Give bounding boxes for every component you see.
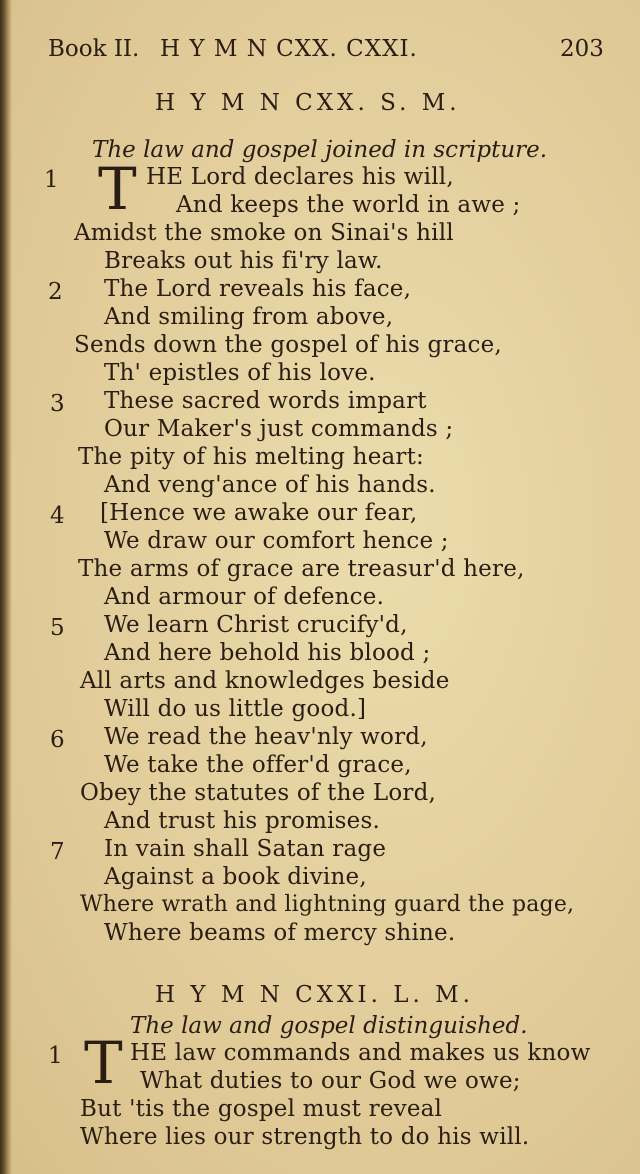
hymn-line: These sacred words impart [104,388,427,414]
hymn-line: The pity of his melting heart: [78,444,425,470]
drop-cap: T [84,1029,123,1097]
hymn-line: And trust his promises. [104,808,381,834]
hymn-line: Obey the statutes of the Lord, [80,780,437,806]
hymn-line: And veng'ance of his hands. [104,472,436,498]
running-head-title: H Y M N CXX. CXXI. [160,36,418,62]
hymn-line: Our Maker's just commands ; [104,416,454,442]
hymn-line: Will do us little good.] [104,696,367,722]
verse-number: 7 [50,839,65,865]
drop-cap: T [98,155,137,223]
hymn-line: HE law commands and makes us know [130,1040,591,1066]
page-number: 203 [560,36,604,62]
hymn-line: What duties to our God we owe; [140,1068,521,1094]
hymn-subtitle: The law and gospel distinguished. [130,1013,528,1039]
hymn-line: Where wrath and lightning guard the page, [80,892,575,917]
hymn-line: And armour of defence. [104,584,385,610]
verse-number: 1 [44,167,59,193]
verse-number: 1 [48,1043,63,1069]
page-gutter-shadow [0,0,12,1174]
hymn-line: But 'tis the gospel must reveal [80,1096,443,1122]
hymn-line: We take the offer'd grace, [104,752,412,778]
hymn-title: H Y M N CXXI. L. M. [155,982,474,1008]
hymn-line: All arts and knowledges beside [80,668,450,694]
verse-number: 2 [48,279,63,305]
hymn-title: H Y M N CXX. S. M. [155,90,461,116]
hymn-line: In vain shall Satan rage [104,836,387,862]
hymn-line: The Lord reveals his face, [104,276,412,302]
hymn-line: And keeps the world in awe ; [176,192,521,218]
hymn-line: Sends down the gospel of his grace, [74,332,502,358]
verse-number: 3 [50,391,65,417]
hymn-line: Th' epistles of his love. [104,360,376,386]
hymn-line: We learn Christ crucify'd, [104,612,408,638]
hymn-line: Against a book divine, [104,864,367,890]
hymn-line: And here behold his blood ; [104,640,431,666]
hymn-line: HE Lord declares his will, [146,164,454,190]
hymn-line: We read the heav'nly word, [104,724,428,750]
verse-number: 5 [50,615,65,641]
running-head-book: Book II. [48,36,140,62]
hymn-line: Amidst the smoke on Sinai's hill [74,220,454,246]
hymn-line: And smiling from above, [104,304,394,330]
hymn-line: We draw our comfort hence ; [104,528,449,554]
hymn-line: The arms of grace are treasur'd here, [78,556,525,582]
hymn-subtitle: The law and gospel joined in scripture. [92,137,548,163]
verse-number: 4 [50,503,65,529]
hymn-line: [Hence we awake our fear, [100,500,418,526]
verse-number: 6 [50,727,65,753]
hymn-line: Breaks out his fi'ry law. [104,248,383,274]
hymn-line: Where beams of mercy shine. [104,920,456,946]
hymn-line: Where lies our strength to do his will. [80,1124,530,1150]
